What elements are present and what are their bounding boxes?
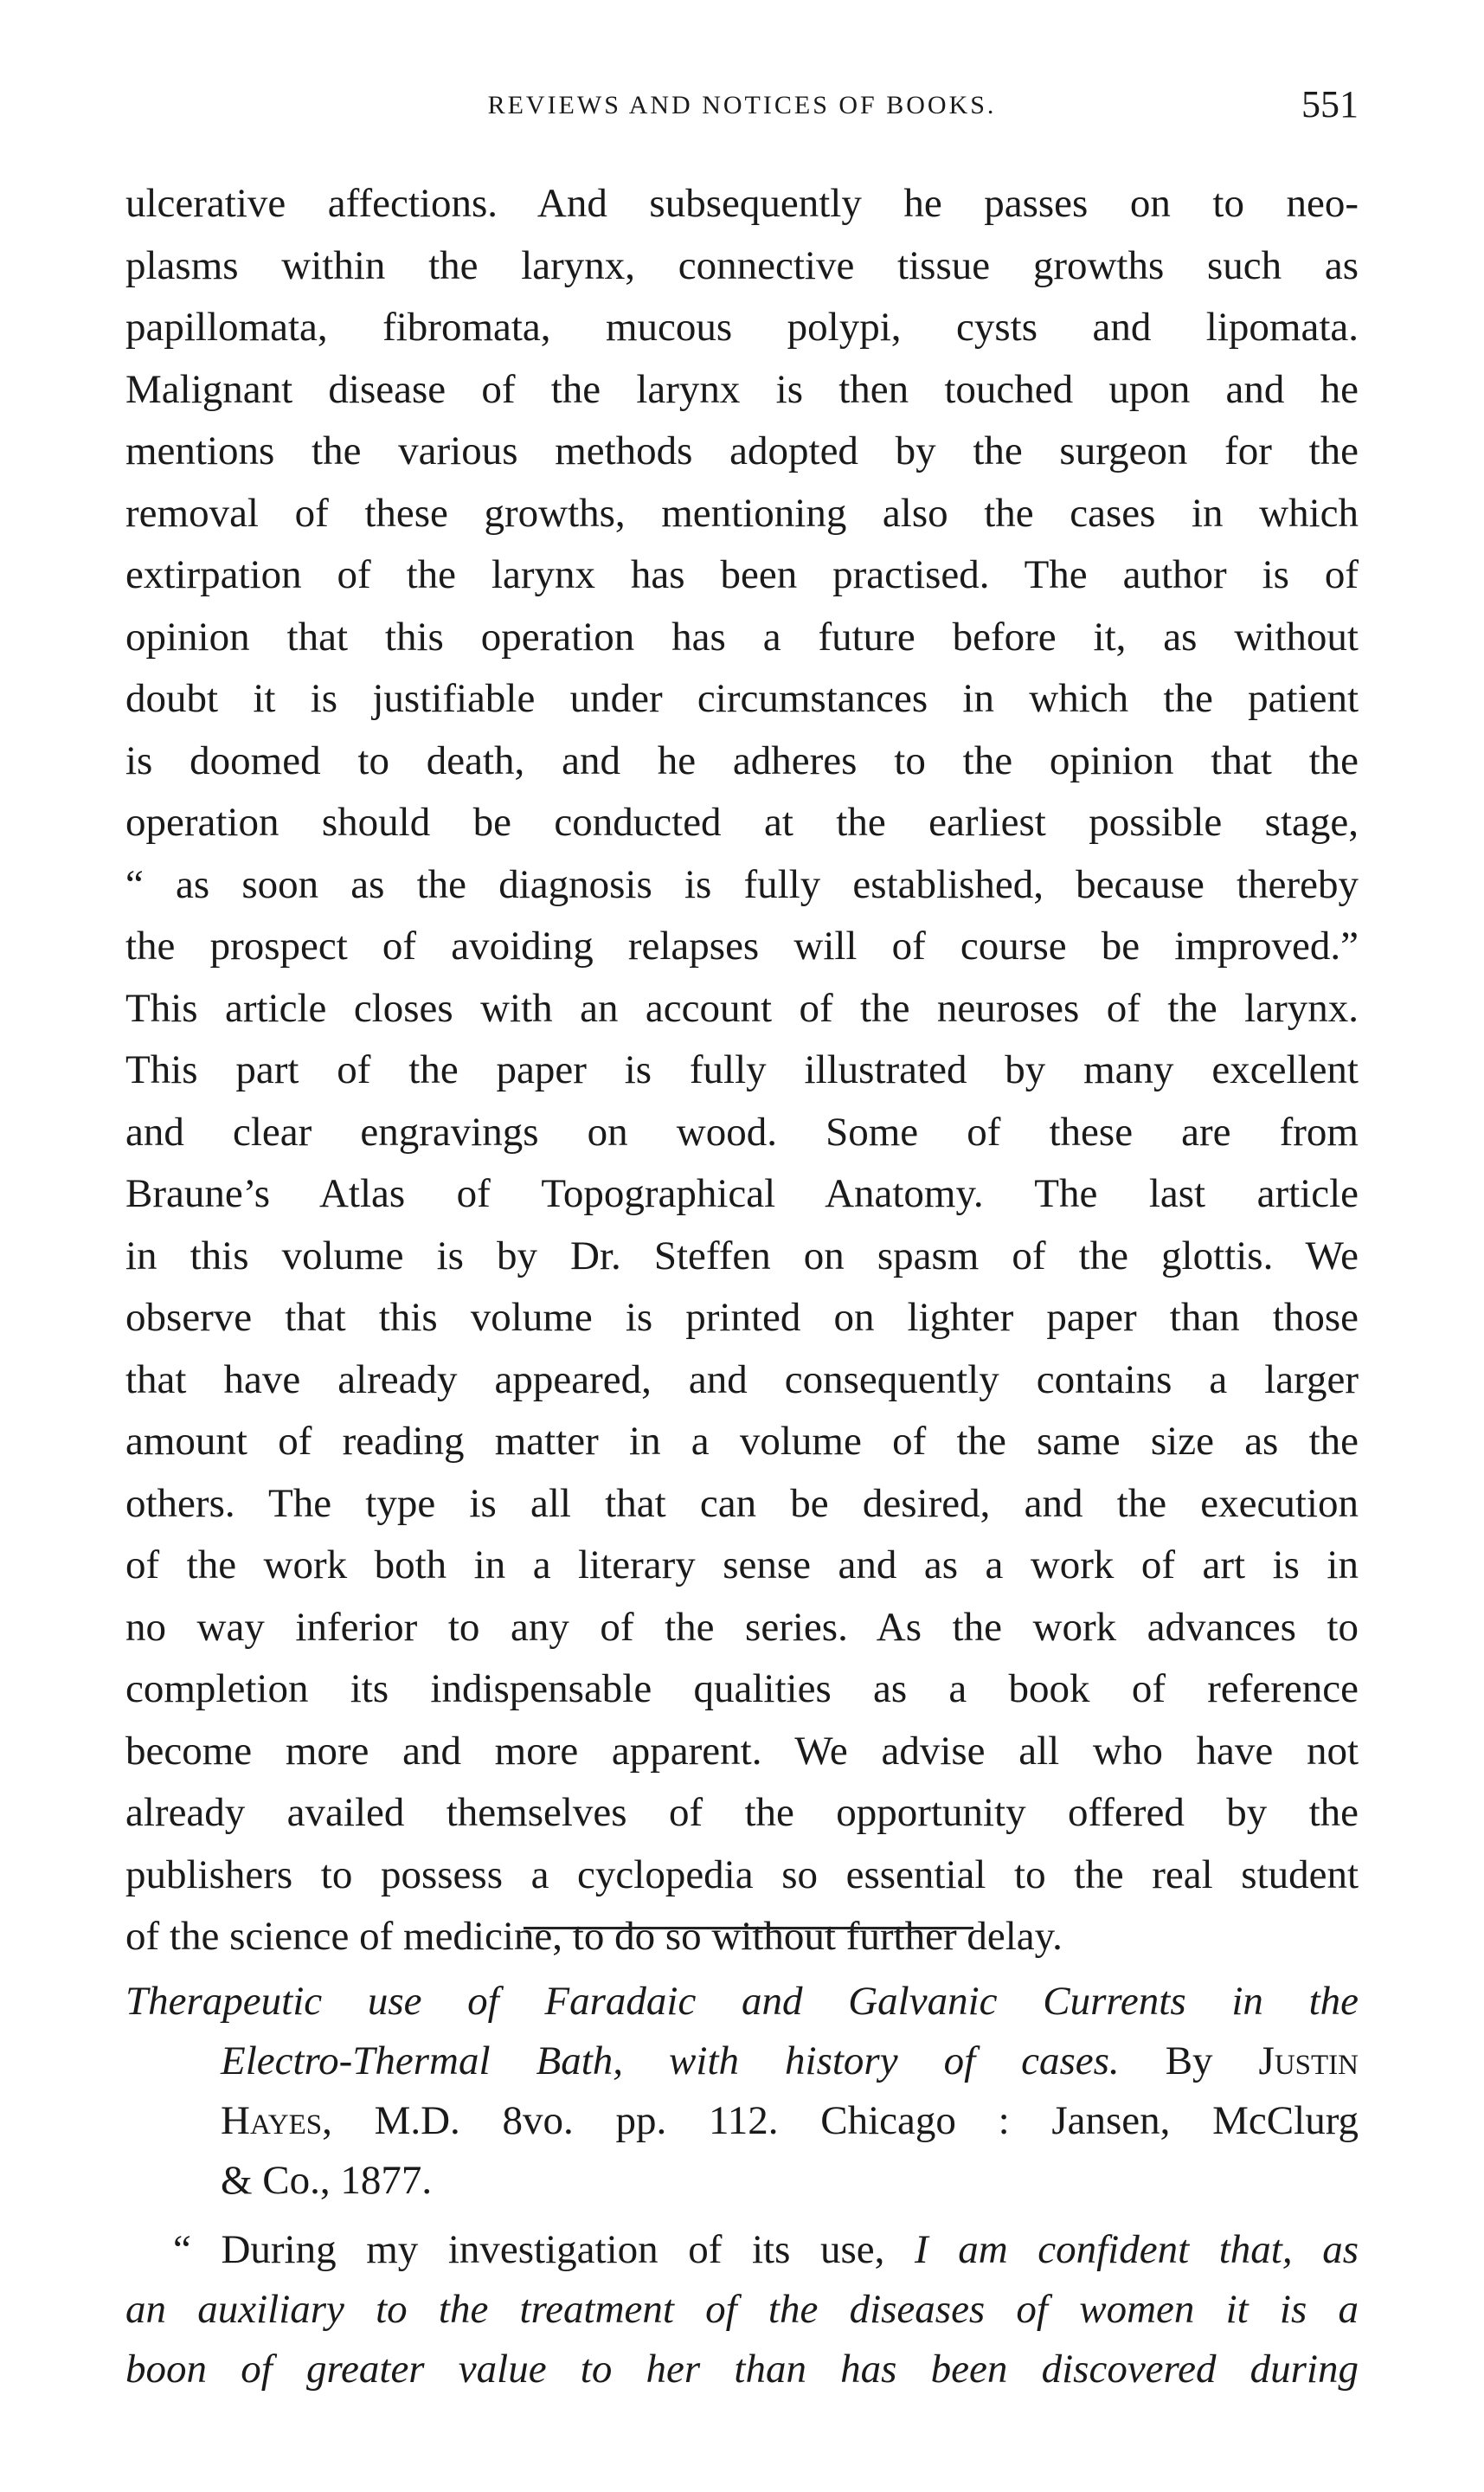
review-title-line: Therapeutic use of Faradaic and Galvanic Currents in the (125, 1979, 1359, 2024)
text-line: that have already appeared, and consequently contains a larger (125, 1356, 1359, 1402)
review-author-last: Hayes (221, 2098, 323, 2143)
body-paragraph (125, 173, 1359, 1968)
review-title-italic: Electro-Thermal Bath, with history of cases. (221, 2038, 1120, 2083)
section-divider (524, 1927, 973, 1929)
review-author-first: Justin (1258, 2038, 1359, 2083)
text-line: publishers to possess a cyclopedia so essential to the real student (125, 1851, 1359, 1897)
text-line: papillomata, fibromata, mucous polypi, cysts and lipomata. (125, 305, 1359, 350)
review-publication: , M.D. 8vo. pp. 112. Chicago : Jansen, McClurg (322, 2098, 1359, 2143)
review-title-line (125, 2032, 1359, 2091)
text-line: already availed themselves of the opportunity offered by the (125, 1790, 1359, 1835)
text-line: of the science of medicine, to do so without further delay. (125, 1914, 1063, 1959)
text-line: mentions the various methods adopted by the surgeon for the (125, 428, 1359, 473)
page-number: 551 (1301, 83, 1359, 126)
text-line: This part of the paper is fully illustrated by many excellent (125, 1047, 1359, 1092)
text-line: plasms within the larynx, connective tissue growths such as (125, 242, 1359, 288)
page-header (125, 83, 1359, 143)
text-line: amount of reading matter in a volume of the same size as the (125, 1419, 1359, 1464)
quote-roman: “ During my investigation of its use, (173, 2227, 915, 2272)
text-line: “ as soon as the diagnosis is fully established, because thereby (125, 861, 1359, 907)
review-quote (125, 2220, 1359, 2399)
text-line: completion its indispensable qualities as a book of reference (125, 1666, 1359, 1711)
running-title: REVIEWS AND NOTICES OF BOOKS. (487, 91, 997, 119)
text-line: become more and more apparent. We advise all who have not (125, 1728, 1359, 1774)
text-line: Malignant disease of the larynx is then touched upon and he (125, 366, 1359, 412)
text-line: and clear engravings on wood. Some of these are from (125, 1109, 1359, 1155)
quote-line: an auxiliary to the treatment of the diseases of women it is a (125, 2287, 1359, 2332)
text-line: ulcerative affections. And subsequently he passes on to neo- (125, 181, 1359, 226)
review-heading (125, 1972, 1359, 2211)
text-line: others. The type is all that can be desired, and the execution (125, 1480, 1359, 1526)
review-by: By (1165, 2038, 1213, 2083)
text-line: This article closes with an account of the neuroses of the larynx. (125, 985, 1359, 1031)
quote-italic: I am confident that, as (914, 2227, 1359, 2272)
text-line: in this volume is by Dr. Steffen on spasm of the glottis. We (125, 1233, 1359, 1278)
text-line: extirpation of the larynx has been practised. The author is of (125, 552, 1359, 597)
quote-line (125, 2220, 1359, 2280)
text-line: opinion that this operation has a future before it, as without (125, 614, 1359, 660)
text-line: Braune’s Atlas of Topographical Anatomy. The last article (125, 1171, 1359, 1216)
review-title-line: & Co., 1877. (221, 2158, 433, 2203)
text-line: the prospect of avoiding relapses will of course be improved.” (125, 924, 1359, 969)
text-line: is doomed to death, and he adheres to the opinion that the (125, 737, 1359, 783)
text-line: no way inferior to any of the series. As the work advances to (125, 1604, 1359, 1650)
text-line: of the work both in a literary sense and as a work of art is in (125, 1542, 1359, 1587)
text-line: removal of these growths, mentioning also the cases in which (125, 490, 1359, 536)
text-line: observe that this volume is printed on lighter paper than those (125, 1295, 1359, 1340)
quote-line: boon of greater value to her than has been discovered during (125, 2347, 1359, 2392)
review-title-line (125, 2091, 1359, 2151)
text-line: operation should be conducted at the earliest possible stage, (125, 800, 1359, 845)
text-line: doubt it is justifiable under circumstances in which the patient (125, 676, 1359, 721)
